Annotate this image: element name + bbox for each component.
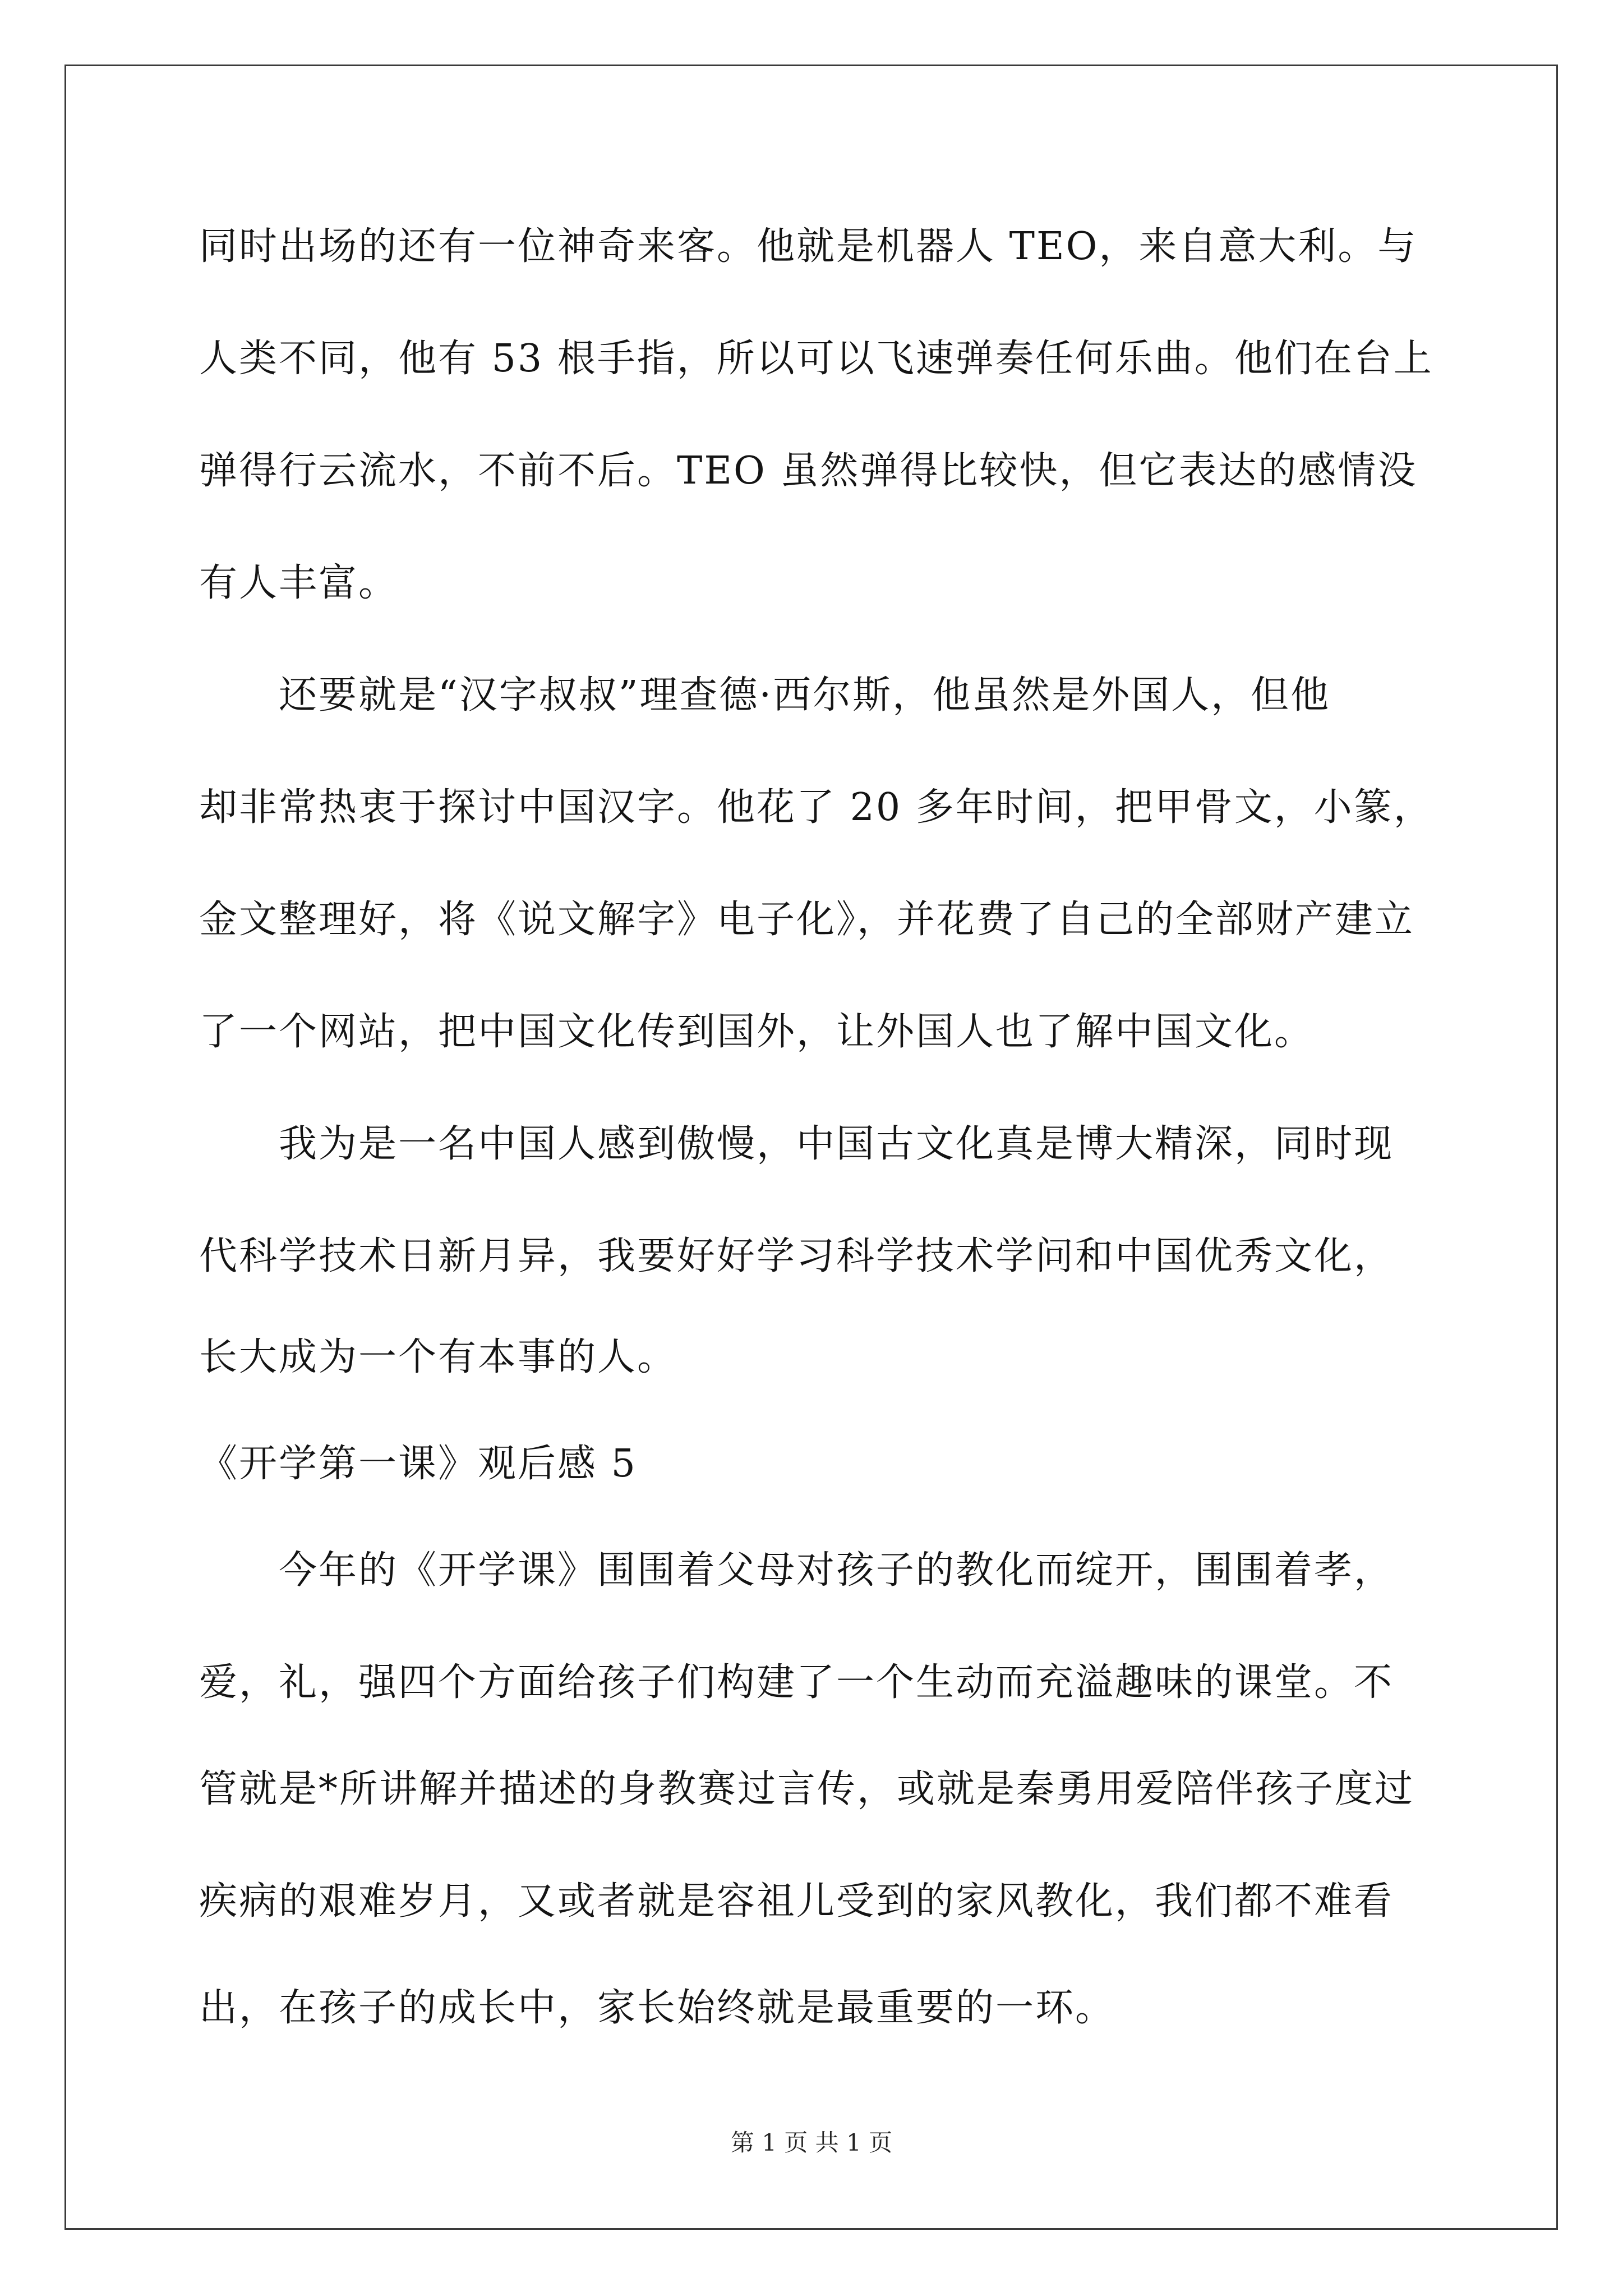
paragraph-2-line-2: 却非常热衷于探讨中国汉字。他花了 20 多年时间，把甲骨文，小篆，: [199, 785, 1433, 830]
section-heading: 《开学第一课》观后感 5: [199, 1442, 637, 1486]
paragraph-4-line-1: 今年的《开学课》围围着父母对孩子的教化而绽开，围围着孝，: [279, 1548, 1394, 1593]
paragraph-3-line-2: 代科学技术日新月异，我要好好学习科学技术学问和中国优秀文化，: [199, 1234, 1394, 1278]
paragraph-4-line-5: 出，在孩子的成长中，家长始终就是最重要的一环。: [199, 1986, 1115, 2030]
paragraph-4-line-3: 管就是*所讲解并描述的身教赛过言传，或就是秦勇用爱陪伴孩子度过: [199, 1767, 1415, 1811]
paragraph-1-line-2: 人类不同，他有 53 根手指，所以可以飞速弹奏任何乐曲。他们在台上: [199, 337, 1433, 381]
paragraph-1-line-3: 弹得行云流水，不前不后。TEO 虽然弹得比较快，但它表达的感情没: [199, 449, 1418, 493]
paragraph-2-line-1: 还要就是“汉字叔叔”理查德·西尔斯，他虽然是外国人，但他: [279, 673, 1331, 717]
paragraph-4-line-4: 疾病的艰难岁月，又或者就是容祖儿受到的家风教化，我们都不难看: [199, 1879, 1394, 1924]
paragraph-1-line-1: 同时出场的还有一位神奇来客。他就是机器人 TEO，来自意大利。与: [199, 224, 1418, 269]
page-number-footer: 第 1 页 共 1 页: [730, 2129, 893, 2156]
paragraph-1-line-4: 有人丰富。: [199, 561, 399, 605]
paragraph-2-line-3: 金文整理好，将《说文解字》电子化》，并花费了自己的全部财产建立: [199, 898, 1415, 942]
paragraph-3-line-1: 我为是一名中国人感到傲慢，中国古文化真是博大精深，同时现: [279, 1122, 1394, 1166]
paragraph-2-line-4: 了一个网站，把中国文化传到国外，让外国人也了解中国文化。: [199, 1010, 1315, 1054]
paragraph-4-line-2: 爱，礼，强四个方面给孩子们构建了一个生动而充溢趣味的课堂。不: [199, 1660, 1394, 1705]
paragraph-3-line-3: 长大成为一个有本事的人。: [199, 1335, 677, 1379]
